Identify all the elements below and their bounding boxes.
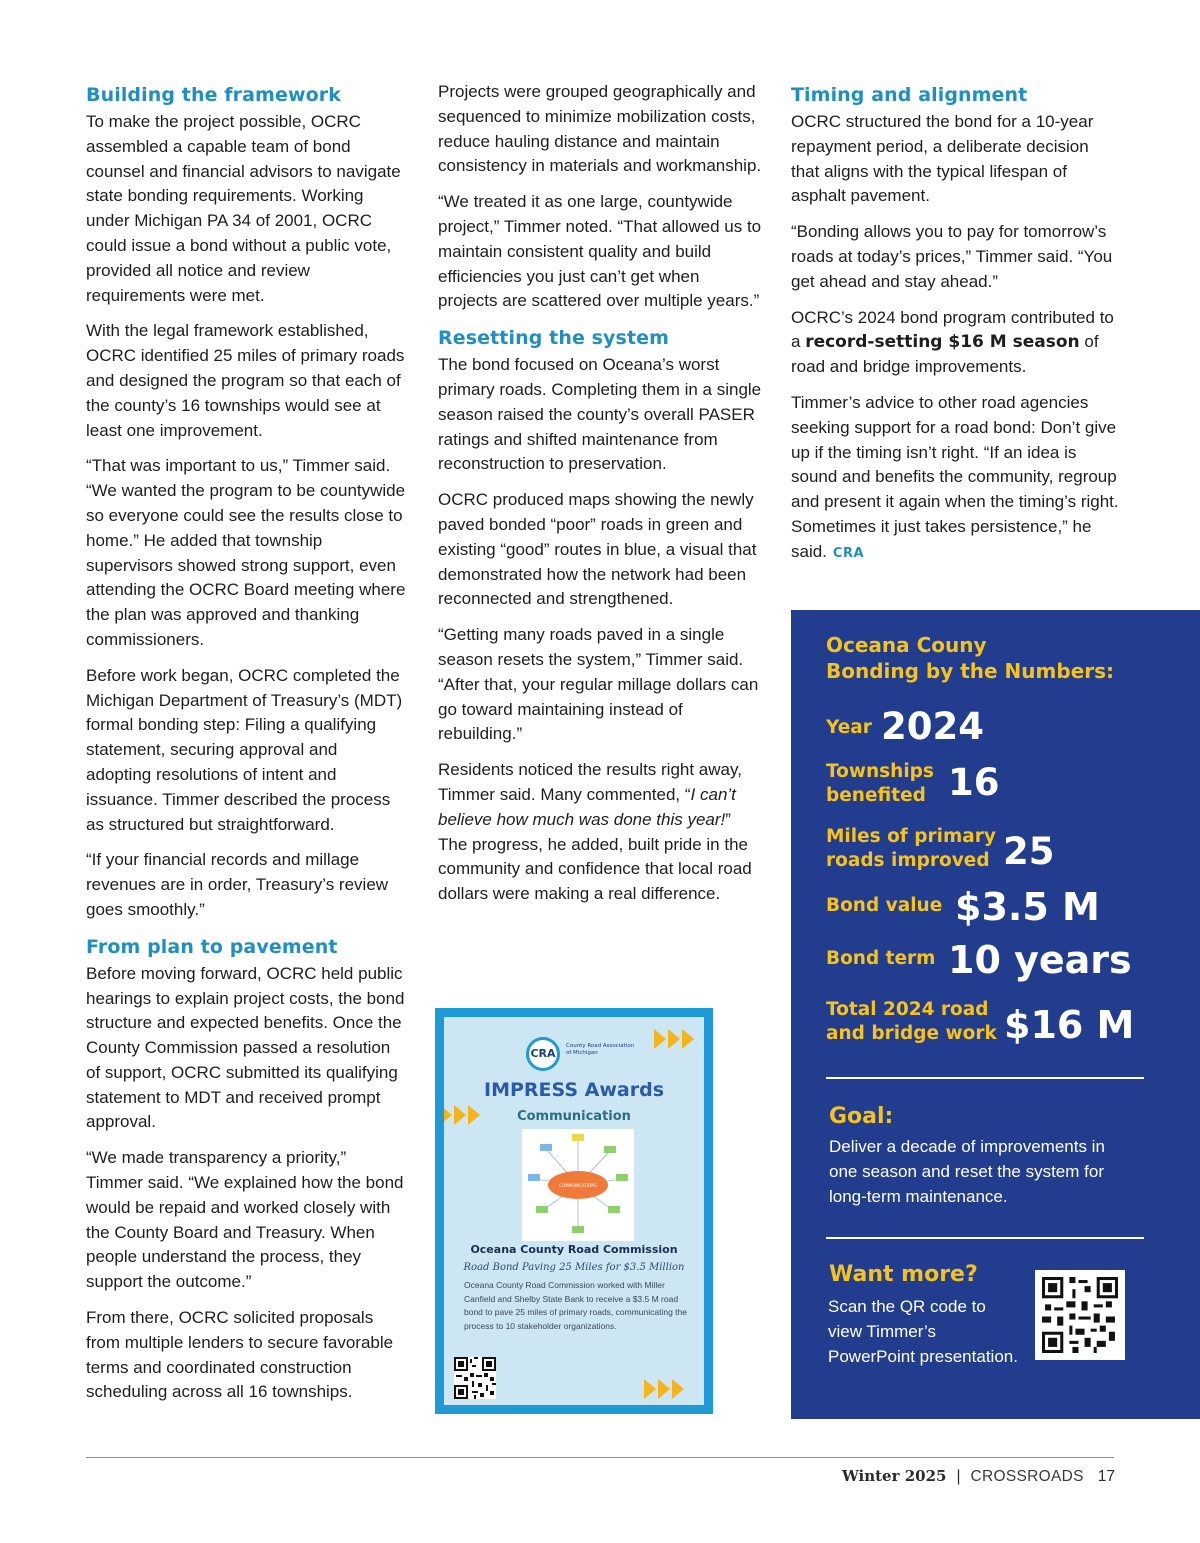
text-span: OCRC’s 2024 bond program contributed to a <box>791 307 1114 352</box>
paragraph: From there, OCRC solicited proposals from multiple lenders to secure favorable terms and coordinated construction scheduling across all 16 townships. <box>86 1308 394 1402</box>
year-label: Year <box>826 717 872 738</box>
section-heading-reset: Resetting the system <box>438 327 670 350</box>
label-line: and bridge work <box>826 1023 997 1044</box>
sidebar-title-line: Bonding by the Numbers: <box>826 659 1115 683</box>
year-value: 2024 <box>881 705 984 748</box>
label-line: Total 2024 road <box>826 999 989 1020</box>
goal-text: Deliver a decade of improvements in one season and reset the system for long-term maintenance. <box>829 1137 1105 1206</box>
chevron-arrows-icon <box>654 1029 696 1049</box>
bond-value: $3.5 M <box>955 885 1100 929</box>
bonding-numbers-sidebar <box>791 610 1200 1419</box>
paragraph: Before work began, OCRC completed the Michigan Department of Treasury’s (MDT) formal bonding step: Filing a qualifying statement, securing approval and adopting resolutions of intent and issuance. Timmer described the process as structured but straightforward. <box>86 665 403 834</box>
miles-label <box>826 825 996 873</box>
issue-date: Winter 2025 <box>841 1467 947 1485</box>
cra-logo: CRA <box>526 1037 560 1071</box>
article-column-2 <box>438 80 763 918</box>
cra-logo-text: County Road Association of Michigan <box>566 1043 635 1056</box>
paragraph: “Getting many roads paved in a single season resets the system,” Timmer said. “After that, your regular millage dollars can go toward maintaining instead of rebuilding.” <box>438 625 759 744</box>
article-column-3 <box>791 80 1121 578</box>
paragraph: “Bonding allows you to pay for tomorrow’s roads at today’s prices,” Timmer said. “You get ahead and stay ahead.” <box>791 222 1113 291</box>
paragraph: “If your financial records and millage revenues are in order, Treasury’s review goes smoothly.” <box>86 850 389 919</box>
text-span: ” The progress, he added, built pride in the community and confidence that local road dollars were making a real difference. <box>438 809 752 904</box>
paragraph-with-highlight <box>791 306 1121 380</box>
diagram-center-label: COMMUNICATIONS <box>559 1183 597 1188</box>
resident-quote: I can’t believe how much was done this year! <box>438 784 736 829</box>
want-more-heading: Want more? <box>829 1262 978 1287</box>
article-column-1 <box>86 80 406 1416</box>
total-work-value: $16 M <box>1004 1003 1135 1047</box>
text-span: of road and bridge improvements. <box>791 332 1099 377</box>
label-line: Miles of primary <box>826 826 996 847</box>
magazine-name: CROSSROADS <box>970 1468 1084 1485</box>
sidebar-title <box>826 632 1114 684</box>
communication-diagram <box>522 1129 634 1241</box>
award-card <box>444 1017 704 1405</box>
townships-value: 16 <box>948 761 1000 804</box>
townships-label <box>826 760 934 808</box>
paragraph: “We made transparency a priority,” Timmer said. “We explained how the bond would be repaid and worked closely with the County Board and Treasury. When people understand the process, they support the outcome.” <box>86 1148 404 1292</box>
bond-value-label: Bond value <box>826 895 943 916</box>
label-line: roads improved <box>826 850 990 871</box>
chevron-arrows-icon <box>644 1379 686 1399</box>
award-tagline: Road Bond Paving 25 Miles for $3.5 Million <box>463 1262 685 1273</box>
page-footer <box>842 1467 1115 1486</box>
paragraph: With the legal framework established, OCRC identified 25 miles of primary roads and designed the program so that each of the county’s 16 townships would see at least one improvement. <box>86 321 405 440</box>
paragraph: To make the project possible, OCRC assembled a capable team of bond counsel and financial advisors to navigate state bonding requirements. Working under Michigan PA 34 of 2001, OCRC could issue a bond without a public vote, provided all notice and review requirements were met. <box>86 112 401 305</box>
paragraph: Before moving forward, OCRC held public hearings to explain project costs, the bond structure and expected benefits. Once the County Commission passed a resolution of support, OCRC submitted its qualifying statement to MDT and received prompt approval. <box>86 963 405 1132</box>
bond-term-value: 10 years <box>948 938 1132 982</box>
miles-value: 25 <box>1003 830 1055 873</box>
text-span: Residents noticed the results right away, Timmer said. Many commented, “ <box>438 760 742 804</box>
footer-rule <box>86 1457 1114 1458</box>
impress-award-image <box>435 1008 713 1414</box>
total-work-label <box>826 998 997 1046</box>
award-title: IMPRESS Awards <box>484 1079 664 1101</box>
paragraph: Projects were grouped geographically and sequenced to minimize mobilization costs, reduce hauling distance and maintain consistency in materials and workmanship. <box>438 82 762 176</box>
paragraph: OCRC produced maps showing the newly paved bonded “poor” roads in green and existing “good” routes in blue, a visual that demonstrated how the network had been reconnected and strengthened. <box>438 490 757 609</box>
paragraph: “That was important to us,” Timmer said. “We wanted the program to be countywide so everyone could see the results close to home.” He added that township supervisors showed strong support, even attending the OCRC Board meeting where the plan was approved and thanking commissioners. <box>86 456 406 649</box>
award-category: Communication <box>517 1109 631 1124</box>
goal-heading: Goal: <box>829 1104 894 1129</box>
bond-term-label: Bond term <box>826 948 936 969</box>
sidebar-title-line: Oceana Couny <box>826 633 987 657</box>
paragraph: “We treated it as one large, countywide project,” Timmer noted. “That allowed us to maintain consistent quality and build efficiencies you just can’t get when projects are scattered over multiple years.” <box>438 192 762 311</box>
want-more-text: Scan the QR code to view Timmer’s PowerPoint presentation. <box>828 1297 1018 1366</box>
qr-code-icon[interactable] <box>454 1357 496 1399</box>
divider <box>826 1237 1144 1239</box>
award-organization: Oceana County Road Commission <box>470 1243 678 1256</box>
award-description: Oceana County Road Commission worked with Miller Canfield and Shelby State Bank to receive a $3.5 M road bond to pave 25 miles of primary roads, communicating the process to 10 stakeholder organizations. <box>464 1280 688 1331</box>
qr-code-icon <box>1042 1277 1118 1353</box>
divider <box>826 1077 1144 1079</box>
paragraph: The bond focused on Oceana’s worst primary roads. Completing them in a single season raised the county’s overall PASER ratings and shifted maintenance from reconstruction to preservation. <box>438 355 762 474</box>
cra-end-mark: CRA <box>832 545 865 561</box>
section-heading-timing: Timing and alignment <box>791 84 1028 106</box>
page-number: 17 <box>1097 1468 1115 1485</box>
footer-separator: | <box>956 1468 961 1485</box>
record-season-highlight: record-setting $16 M season <box>805 332 1080 353</box>
label-line: benefited <box>826 785 926 806</box>
text-span: Timmer’s advice to other road agencies seeking support for a road bond: Don’t give up if the timing isn’t right. “If an idea is sound and benefits the community, regroup and present it again when the timing’s right. Sometimes it just takes persistence,” he said. <box>791 392 1119 561</box>
section-heading-framework: Building the framework <box>86 84 341 106</box>
paragraph-with-quote <box>438 758 763 907</box>
presentation-qr-code[interactable] <box>1035 1270 1125 1360</box>
paragraph: OCRC structured the bond for a 10-year repayment period, a deliberate decision that aligns with the typical lifespan of asphalt pavement. <box>791 112 1094 206</box>
section-heading-plan: From plan to pavement <box>86 935 338 958</box>
label-line: Townships <box>826 761 934 782</box>
closing-paragraph <box>791 391 1121 567</box>
